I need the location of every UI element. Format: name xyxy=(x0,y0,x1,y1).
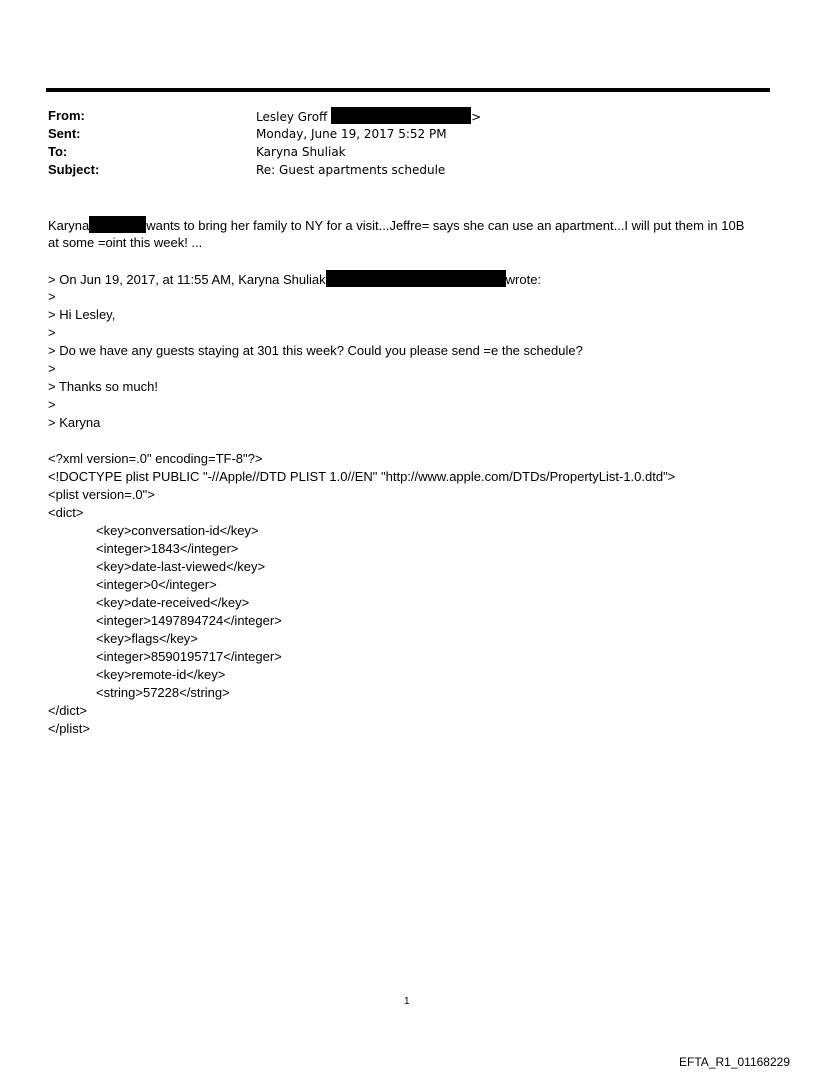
from-name: Lesley Groff xyxy=(256,110,328,124)
email-header xyxy=(48,107,481,179)
to-value: Karyna Shuliak xyxy=(256,145,346,159)
para1-line2: at some =oint this week! ... xyxy=(48,235,203,250)
para1-start: Karyna xyxy=(48,218,90,233)
document-id: EFTA_R1_01168229 xyxy=(679,1055,790,1069)
plist-entry: <integer>0</integer> xyxy=(96,577,217,592)
para1-rest: wants to bring her family to NY for a visit...Jeffre= says she can use an apartment...I will put them in 10B xyxy=(146,218,745,233)
to-label: To: xyxy=(48,144,68,159)
plist-entry: <key>remote-id</key> xyxy=(96,667,226,682)
from-row xyxy=(48,107,481,125)
quote-intro-start: > On Jun 19, 2017, at 11:55 AM, Karyna Shuliak xyxy=(48,272,326,287)
plist-entry: <integer>8590195717</integer> xyxy=(96,649,282,664)
quote-line: > xyxy=(48,361,56,376)
quote-line: > Hi Lesley, xyxy=(48,307,116,322)
from-label: From: xyxy=(48,108,85,123)
plist-entry: <key>date-received</key> xyxy=(96,595,250,610)
redaction-box xyxy=(326,270,506,287)
subject-row xyxy=(48,161,481,179)
quote-intro xyxy=(48,270,778,288)
sent-row xyxy=(48,125,481,143)
header-rule xyxy=(46,88,770,92)
email-body xyxy=(48,216,778,738)
plist-entry: <key>flags</key> xyxy=(96,631,198,646)
page-number: 1 xyxy=(404,996,410,1007)
dict-close: </dict> xyxy=(48,703,88,718)
subject-value: Re: Guest apartments schedule xyxy=(256,163,446,177)
from-value xyxy=(256,107,481,125)
plist-entry: <key>date-last-viewed</key> xyxy=(96,559,266,574)
quote-line: > Karyna xyxy=(48,415,101,430)
plist-entry: <string>57228</string> xyxy=(96,685,230,700)
subject-label: Subject: xyxy=(48,162,100,177)
plist-entry: <integer>1843</integer> xyxy=(96,541,239,556)
quote-intro-end: wrote: xyxy=(505,272,542,287)
from-trailer: > xyxy=(471,110,482,124)
plist-doctype: <!DOCTYPE plist PUBLIC "-//Apple//DTD PLIST 1.0//EN" "http://www.apple.com/DTDs/PropertyList-1.0.dtd"> xyxy=(48,469,676,484)
plist-entry: <integer>1497894724</integer> xyxy=(96,613,282,628)
sent-value: Monday, June 19, 2017 5:52 PM xyxy=(256,127,447,141)
para1-line1 xyxy=(48,216,778,234)
redaction-box xyxy=(89,216,146,233)
quote-line: > xyxy=(48,325,56,340)
quote-line: > xyxy=(48,397,56,412)
sent-label: Sent: xyxy=(48,126,81,141)
plist-xml-decl: <?xml version=.0" encoding=TF-8"?> xyxy=(48,451,263,466)
plist-open: <plist version=.0"> xyxy=(48,487,155,502)
plist-close: </plist> xyxy=(48,721,90,736)
quote-line: > Do we have any guests staying at 301 this week? Could you please send =e the schedule? xyxy=(48,343,583,358)
dict-open: <dict> xyxy=(48,505,84,520)
redaction-box xyxy=(331,107,471,124)
quote-line: > Thanks so much! xyxy=(48,379,158,394)
quote-line: > xyxy=(48,289,56,304)
to-row xyxy=(48,143,481,161)
plist-entry: <key>conversation-id</key> xyxy=(96,523,259,538)
